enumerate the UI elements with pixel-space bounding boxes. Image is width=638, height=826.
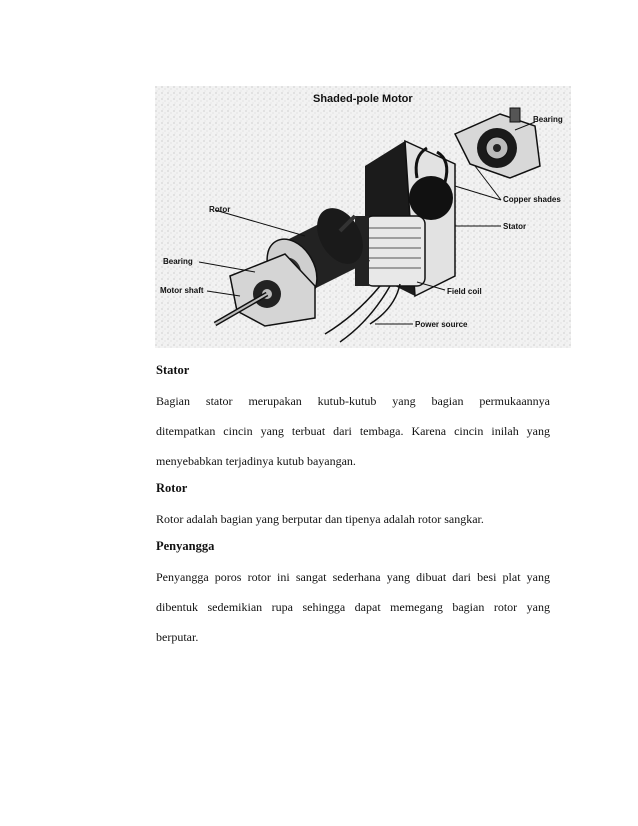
paragraph-line: ditempatkan cincin yang terbuat dari tembaga. Karena cincin inilah yang [156, 424, 550, 438]
paragraph-penyangga [156, 562, 550, 652]
heading-stator: Stator [156, 363, 190, 377]
label-field-coil: Field coil [447, 287, 482, 296]
label-rotor: Rotor [209, 205, 231, 214]
paragraph-line: Penyangga poros rotor ini sangat sederhana yang dibuat dari besi plat yang [156, 570, 550, 584]
paragraph-line: Rotor adalah bagian yang berputar dan tipenya adalah rotor sangkar. [156, 512, 484, 526]
paragraph-line: berputar. [156, 630, 199, 644]
paragraph-line: dibentuk sedemikian rupa sehingga dapat memegang bagian rotor yang [156, 600, 550, 614]
heading-penyangga: Penyangga [156, 539, 215, 553]
label-bearing-top: Bearing [533, 115, 563, 124]
motor-illustration [155, 86, 571, 348]
paragraph-line: Bagian stator merupakan kutub-kutub yang bagian permukaannya [156, 394, 550, 408]
field-coil [355, 216, 425, 286]
document-body [156, 358, 550, 652]
shaded-pole-motor-figure [155, 86, 571, 348]
label-motor-shaft: Motor shaft [160, 286, 204, 295]
figure-title: Shaded-pole Motor [313, 93, 413, 105]
label-stator: Stator [503, 222, 527, 231]
paragraph-line: menyebabkan terjadinya kutub bayangan. [156, 454, 356, 468]
label-power-source: Power source [415, 320, 468, 329]
label-copper-shades: Copper shades [503, 195, 561, 204]
label-bearing-left: Bearing [163, 257, 193, 266]
paragraph-rotor [156, 504, 550, 534]
paragraph-stator [156, 386, 550, 476]
heading-rotor: Rotor [156, 481, 188, 495]
